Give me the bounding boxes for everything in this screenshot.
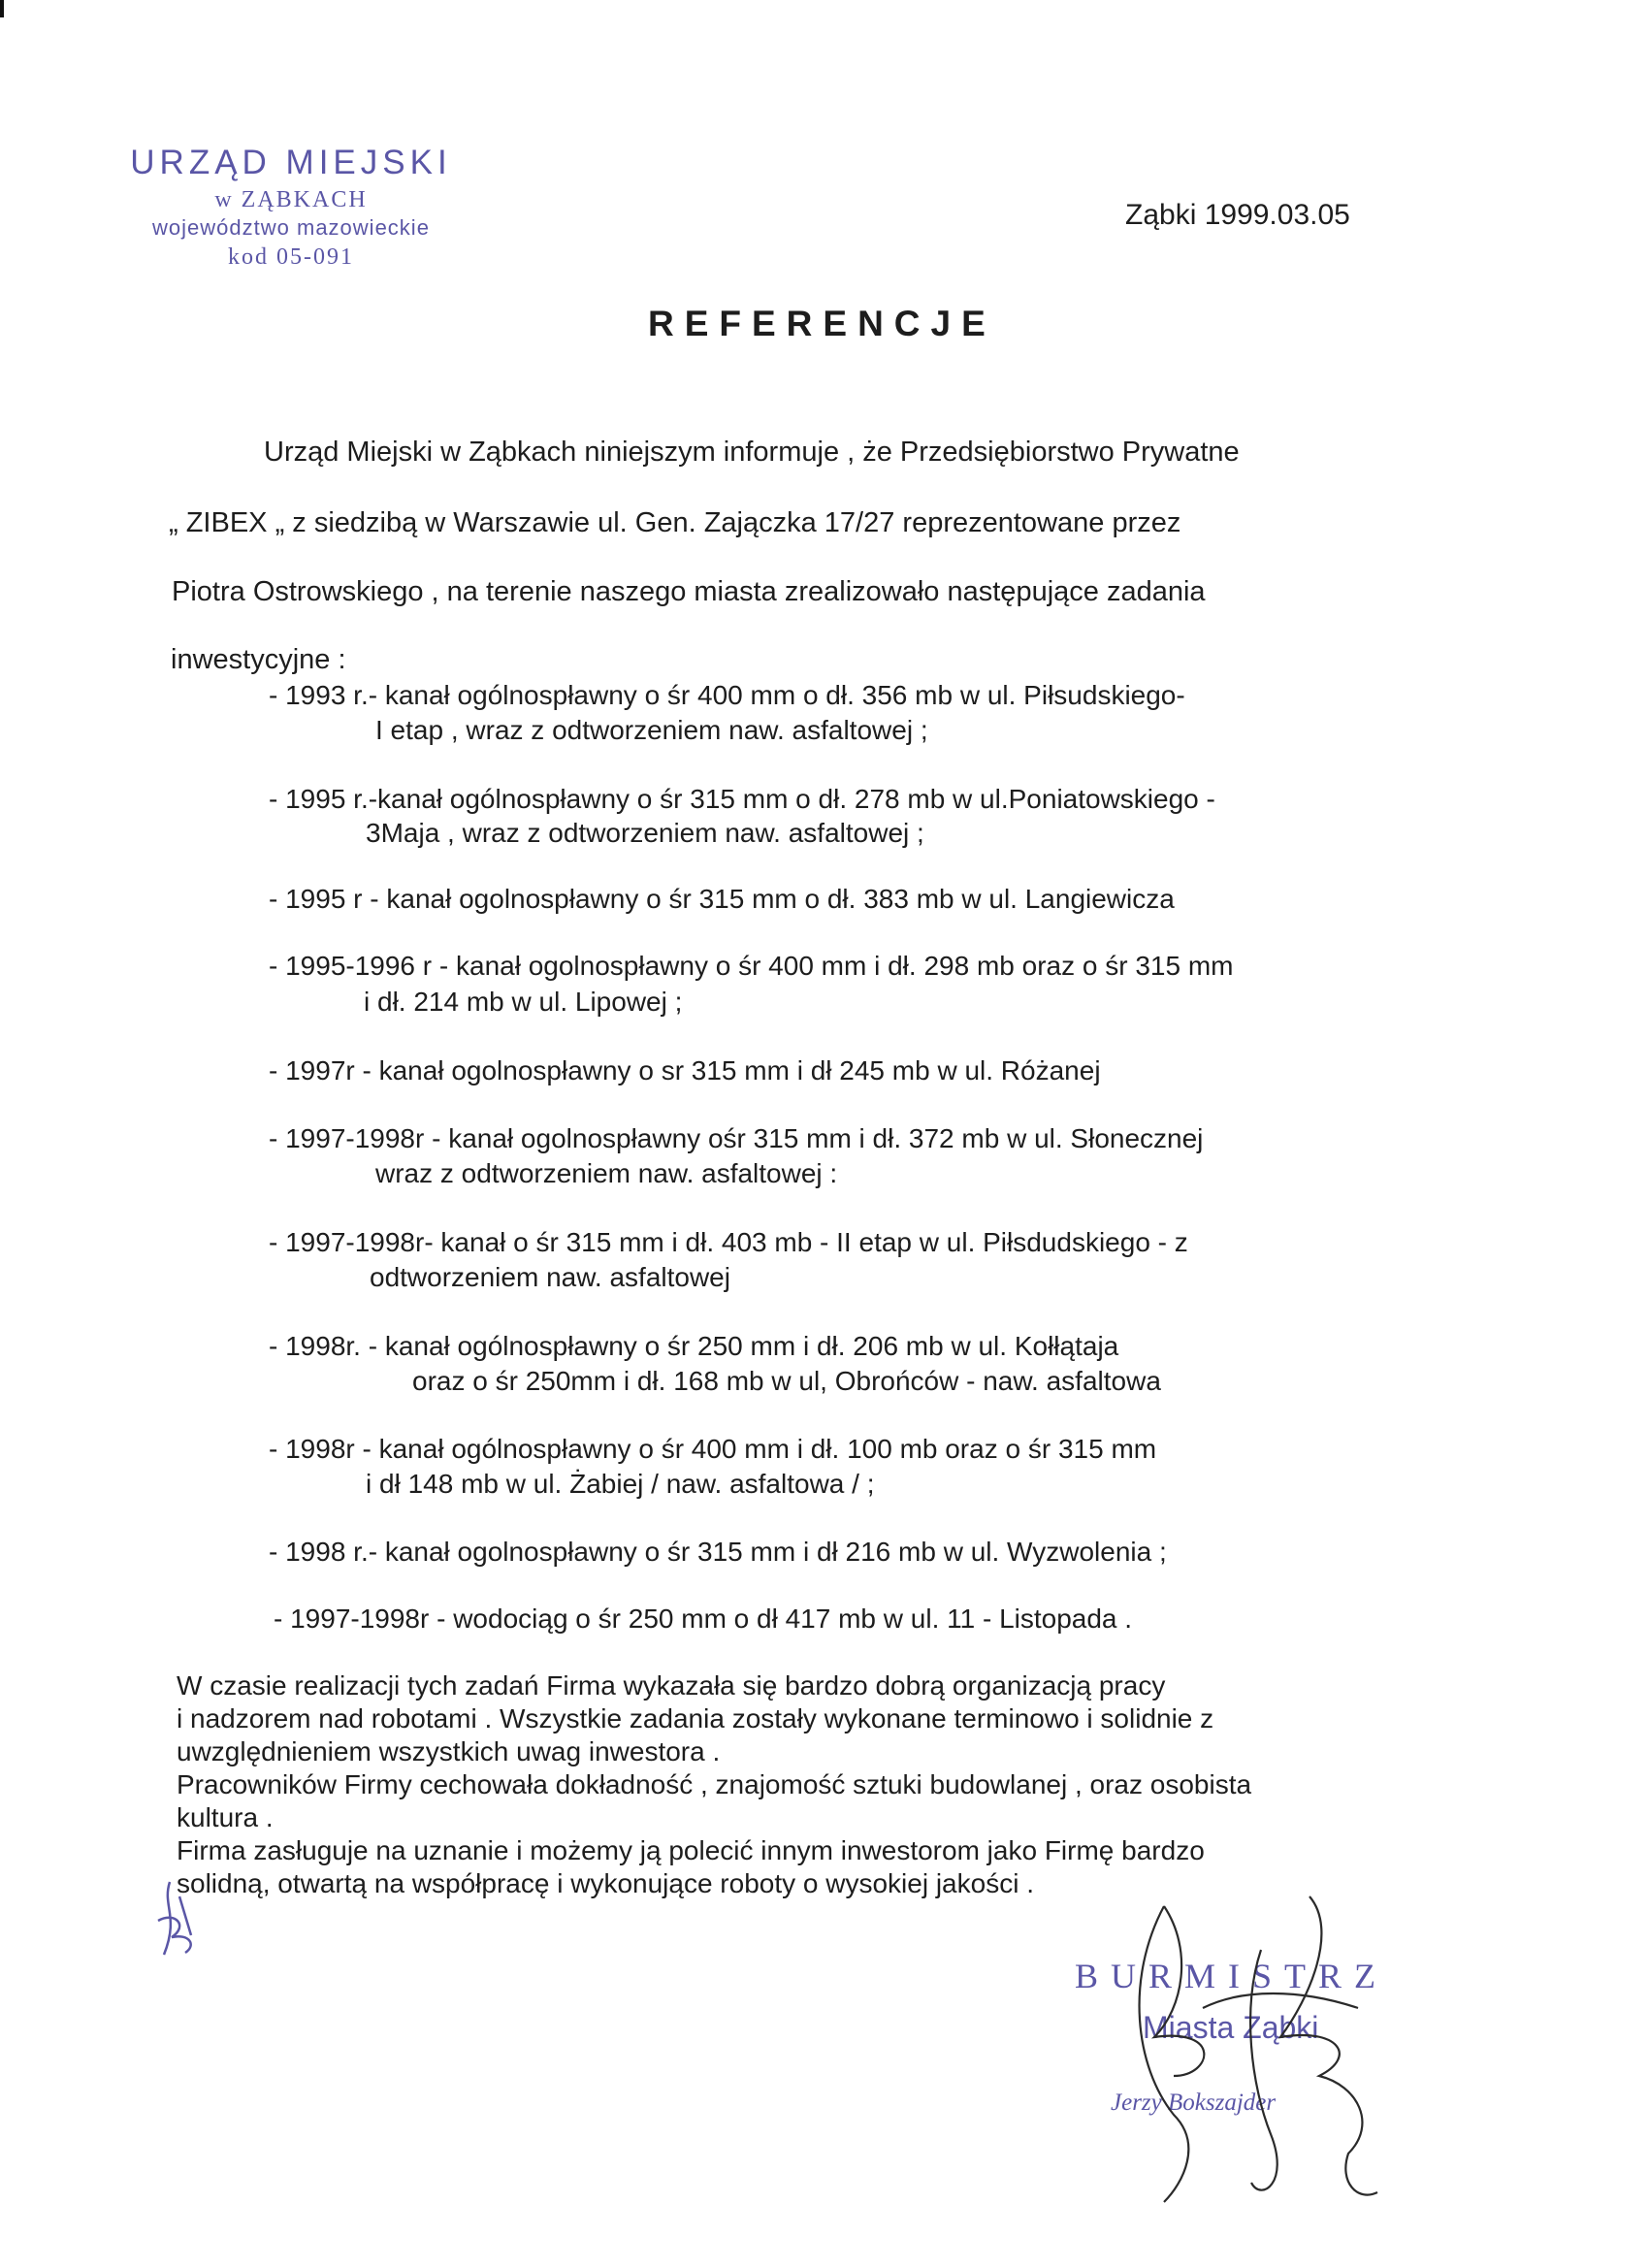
investment-item: - 1998r. - kanał ogólnospławny o śr 250 mm i dł. 206 mb w ul. Kołłątaja	[269, 1331, 1119, 1361]
intro-line: „ ZIBEX „ z siedzibą w Warszawie ul. Gen. Zajączka 17/27 reprezentowane przez	[169, 507, 1181, 538]
mayor-name: Jerzy Bokszajder	[1111, 2090, 1277, 2116]
initials-signature	[150, 1877, 209, 1964]
mayor-stamp	[1067, 1892, 1474, 2212]
investment-item-cont: 3Maja , wraz z odtworzeniem naw. asfaltowej ;	[366, 818, 924, 848]
mayor-city: Miasta Ząbki	[1143, 2010, 1319, 2045]
handwritten-signature	[1067, 1892, 1474, 2212]
investment-item: - 1993 r.- kanał ogólnospławny o śr 400 mm o dł. 356 mb w ul. Piłsudskiego-	[269, 680, 1185, 710]
investment-item-cont: odtworzeniem naw. asfaltowej	[370, 1262, 730, 1292]
scan-edge-mark	[0, 0, 4, 17]
investment-item-cont: I etap , wraz z odtworzeniem naw. asfaltowej ;	[375, 715, 928, 745]
closing-line: uwzględnieniem wszystkich uwag inwestora .	[177, 1736, 721, 1766]
stamp-office-name: URZĄD MIEJSKI	[130, 144, 452, 181]
intro-line: Piotra Ostrowskiego , na terenie naszego miasta zrealizowało następujące zadania	[172, 576, 1206, 607]
intro-line: Urząd Miejski w Ząbkach niniejszym informuje , że Przedsiębiorstwo Prywatne	[264, 437, 1240, 468]
investment-item: - 1995 r - kanał ogolnospławny o śr 315 mm o dł. 383 mb w ul. Langiewicza	[269, 884, 1175, 914]
investment-item: - 1995 r.-kanał ogólnospławny o śr 315 mm o dł. 278 mb w ul.Poniatowskiego -	[269, 784, 1215, 814]
investment-item-cont: wraz z odtworzeniem naw. asfaltowej :	[375, 1158, 838, 1188]
investment-item-cont: oraz o śr 250mm i dł. 168 mb w ul, Obrońców - naw. asfaltowa	[412, 1366, 1161, 1396]
closing-line: W czasie realizacji tych zadań Firma wykazała się bardzo dobrą organizacją pracy	[177, 1670, 1166, 1701]
investment-item: - 1997-1998r - kanał ogolnospławny ośr 315 mm i dł. 372 mb w ul. Słonecznej	[269, 1123, 1204, 1153]
document-title: REFERENCJE	[648, 304, 996, 343]
investment-item: - 1997-1998r- kanał o śr 315 mm i dł. 403 mb - II etap w ul. Piłsdudskiego - z	[269, 1227, 1188, 1257]
closing-line: Pracowników Firmy cechowała dokładność , znajomość sztuki budowlanej , oraz osobista	[177, 1769, 1252, 1799]
stamp-postal-code: kod 05-091	[228, 244, 354, 270]
stamp-voivodeship: województwo mazowieckie	[152, 215, 430, 240]
investment-item: - 1997r - kanał ogolnospławny o sr 315 mm i dł 245 mb w ul. Różanej	[269, 1055, 1101, 1085]
investment-item: - 1998r - kanał ogólnospławny o śr 400 mm i dł. 100 mb oraz o śr 315 mm	[269, 1434, 1157, 1464]
closing-line: solidną, otwartą na współpracę i wykonujące roboty o wysokiej jakości .	[177, 1868, 1034, 1898]
investment-item-cont: i dł. 214 mb w ul. Lipowej ;	[364, 987, 683, 1017]
investment-item: - 1998 r.- kanał ogolnospławny o śr 315 mm i dł 216 mb w ul. Wyzwolenia ;	[269, 1537, 1167, 1567]
closing-line: Firma zasługuje na uznanie i możemy ją polecić innym inwestorom jako Firmę bardzo	[177, 1835, 1205, 1865]
closing-line: i nadzorem nad robotami . Wszystkie zadania zostały wykonane terminowo i solidnie z	[177, 1703, 1214, 1733]
investment-item-cont: i dł 148 mb w ul. Żabiej / naw. asfaltowa / ;	[366, 1469, 875, 1499]
mayor-title: BURMISTRZ	[1075, 1957, 1389, 1995]
office-stamp	[112, 144, 480, 289]
document-date: Ząbki 1999.03.05	[1125, 199, 1350, 231]
closing-line: kultura .	[177, 1802, 274, 1832]
investment-item: - 1997-1998r - wodociąg o śr 250 mm o dł 417 mb w ul. 11 - Listopada .	[274, 1604, 1133, 1634]
stamp-town: w ZĄBKACH	[214, 187, 368, 212]
investment-item: - 1995-1996 r - kanał ogolnospławny o śr 400 mm i dł. 298 mb oraz o śr 315 mm	[269, 951, 1234, 981]
intro-line: inwestycyjne :	[171, 644, 346, 675]
